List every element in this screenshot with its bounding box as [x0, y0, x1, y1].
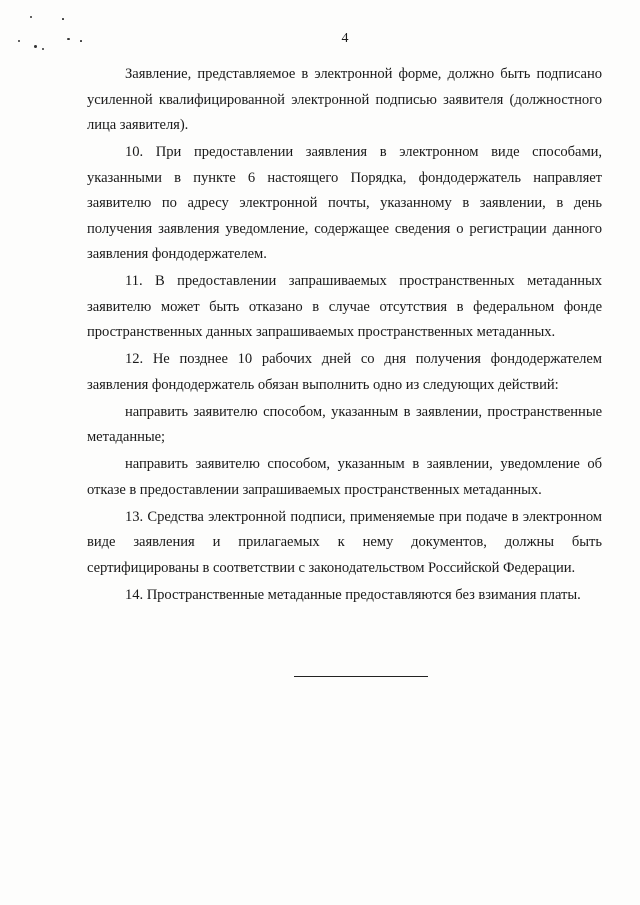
document-body	[87, 62, 602, 610]
page-number: 4	[341, 31, 349, 46]
paragraph-12-option-send-metadata: направить заявителю способом, указанным в заявлении, пространственные метаданные;	[87, 403, 602, 445]
paragraph-14: 14. Пространственные метаданные предоставляются без взимания платы.	[125, 586, 581, 603]
paragraph-11: 11. В предоставлении запрашиваемых пространственных метаданных заявителю может быть отказано в случае отсутствия в федеральном фонде пространственных данных запрашиваемых пространственных метаданных.	[87, 273, 602, 340]
end-of-document-rule	[294, 676, 428, 677]
paragraph-12-option-send-refusal: направить заявителю способом, указанным в заявлении, уведомление об отказе в предоставлении запрашиваемых пространственных метаданных.	[87, 456, 602, 498]
paragraph-12: 12. Не позднее 10 рабочих дней со дня получения фондодержателем заявления фондодержатель обязан выполнить одно из следующих действий:	[87, 351, 602, 393]
paragraph-13: 13. Средства электронной подписи, применяемые при подаче в электронном виде заявления и прилагаемых к нему документов, должны быть сертифицированы в соответствии с законодательством Российской Федерации.	[87, 508, 602, 576]
paragraph-10: 10. При предоставлении заявления в электронном виде способами, указанными в пункте 6 настоящего Порядка, фондодержатель направляет заявителю по адресу электронной почты, указанному в заявлении, в день получения заявления уведомление, содержащее сведения о регистрации данного заявления фондодержателем.	[87, 144, 602, 262]
paragraph-signature-requirement: Заявление, представляемое в электронной форме, должно быть подписано усиленной квалифицированной электронной подписью заявителя (должностного лица заявителя).	[87, 66, 602, 133]
